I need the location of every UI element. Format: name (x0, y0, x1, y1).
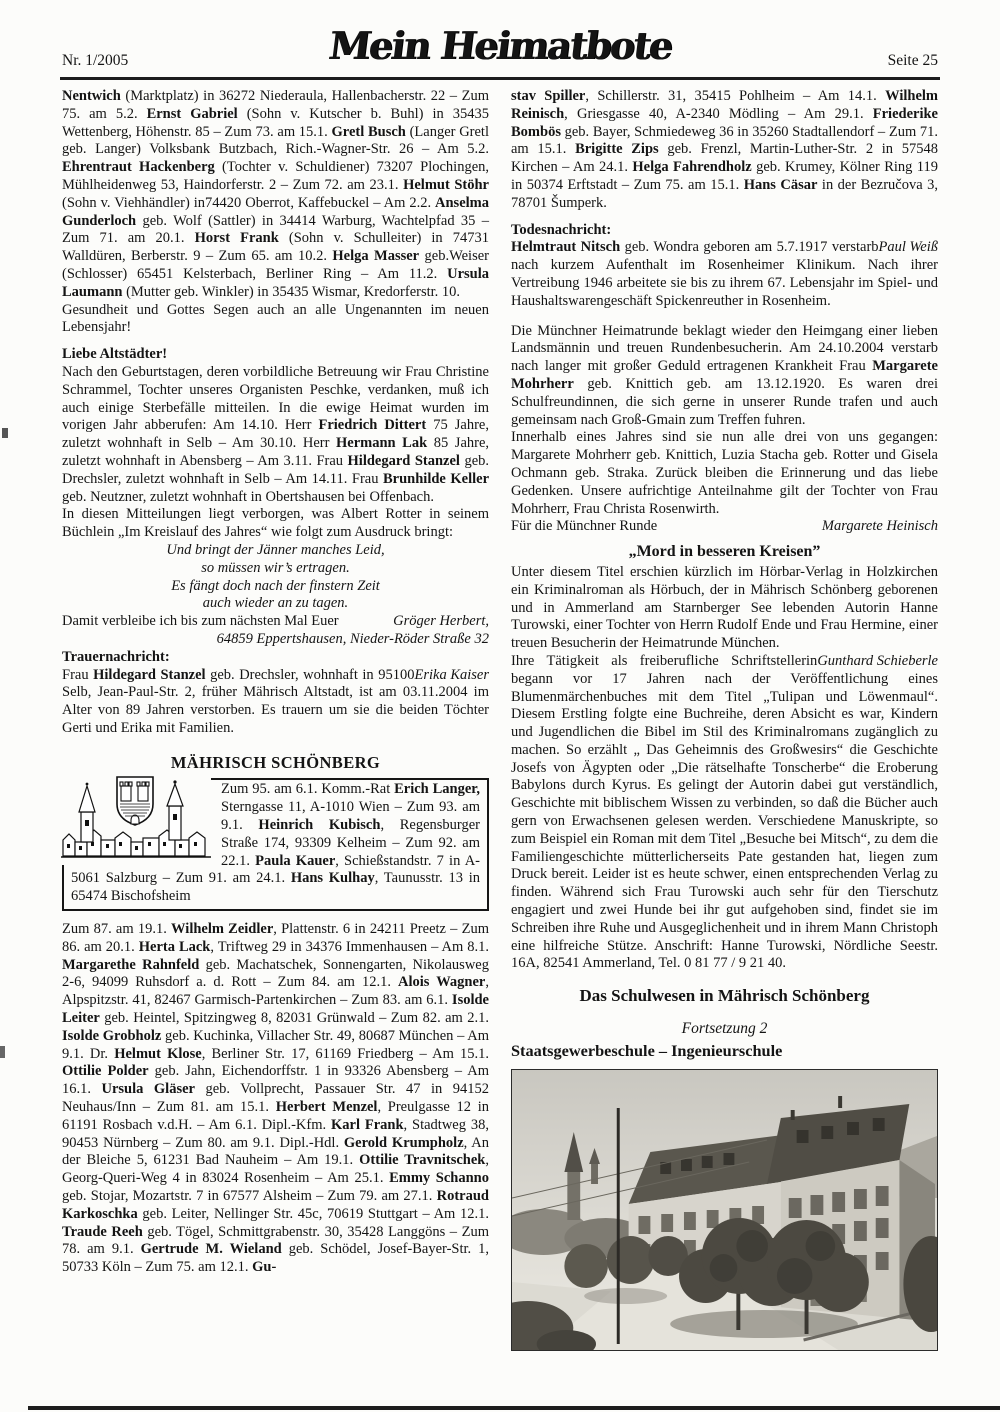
scan-speck (2, 428, 8, 438)
signature-groeger-herbert: Gröger Herbert, (393, 613, 489, 630)
birthdays-continued-paragraph-2: stav Spiller, Schillerstr. 31, 35415 Pohlheim – Am 14.1. Wilhelm Reinisch, Griesgasse 40, A-2340 Mödling – Am 29.1. Friederike Bombös geb. Bayer, Schmiedeweg 36 in 35260 Stadtallendorf – Zum 71. am 15.1. Brigitte Zips geb. Frenzl, Martin-Luther-Str. 2 in 57548 Kirchen – Am 24.1. Helga Fahrendholz geb. Krumey, Kölner Ring 119 in 50374 Erftstadt – Zum 75. am 15.1. Hans Cäsar in der Bezručova 3, 78701 Šumperk. (511, 88, 938, 211)
scan-speck (0, 1046, 5, 1058)
heading-staatsgewerbeschule: Staatsgewerbeschule – Ingenieurschule (511, 1041, 783, 1061)
poem-line: so müssen wir’s ertragen. (201, 559, 350, 576)
left-column (62, 88, 489, 1277)
issue-number: Nr. 1/2005 (62, 52, 129, 69)
hoerbuch-paragraph: Unter diesem Titel erschien kürzlich im Hörbar-Verlag in Holzkirchen ein Kriminalroman als Hörbuch, der in Mährisch Schönberg geborenen und in Ammerland am Starnberger See lebenden Autorin Hanne Turowski, einer Tochter von Herrn Rudolf Ende und Frau Hermine, einer treuen Besucherin der Heimatrunde München. (511, 563, 938, 652)
fuer-runde-text: Für die Münchner Runde (511, 518, 658, 535)
birthdays-continued-paragraph: Nentwich (Marktplatz) in 36272 Niederaula, Hallenbacherstr. 22 – Zum 75. am 5.2. Ernst Gabriel (Sohn v. Kutscher b. Buhl) in 35435 Wettenberg, Höhenstr. 85 – Zum 73. am 15.1. Gretl Busch (Langer Gretl geb. Langer) Volksbank Butzbach, Rich.-Wagner-Str. 26 – Am 5.2. Ehrentraut Hackenberg (Tochter v. Schuldiener) 73207 Plochingen, Mühlheidenweg 53, Haindorferstr. 2 – Zum 72. am 23.1. Helmut Stöhr (Sohn v. Viehhändler) in74420 Oberrot, Kaffebuckel – Am 2.2. Anselma Gunderloch geb. Wolf (Sattler) in 34414 Warburg, Wachtelpfad 35 – Zum 71. am 20.1. Horst Frank (Sohn v. Schulleiter) in 74731 Walldüren, Berberstr. 9 – Zum 65. am 10.2. Helga Masser geb.Weiser (Schlosser) 65451 Kelsterbach, Berliner Ring – Am 11.2. Ursula Laumann (Mutter geb. Winkler) in 35435 Wismar, Kredorferstr. 10. (62, 88, 490, 300)
heading-todesnachricht: Todesnachricht: (511, 221, 612, 238)
heading-mord-in-besseren-kreisen: „Mord in besseren Kreisen” (628, 543, 821, 561)
poem-line: auch wieder an zu tagen. (202, 595, 349, 612)
right-column (511, 88, 938, 1351)
trauernachricht-text: Frau Hildegard Stanzel geb. Drechsler, wohnhaft in 95100 Selb, Jean-Paul-Str. 2, früher Mährisch Altstadt, ist am 03.11.2004 im Alter von 89 Jahren verstorben. Es trauern um sie die beiden Töchter Gerti und Erika mit Familien. (62, 666, 489, 736)
heimatrunde-obituary-paragraph-2: Innerhalb eines Jahres sind sie nun alle drei von uns gegangen: Margarete Mohrherr geb. Knittich, Luzia Stacha geb. Rotter und Gisela Ochmann geb. Straka. Zurück bleiben die Erinnerung und das liebe Gedenken. Unsere aufrichtige Anteilnahme gilt der Tochter von Frau Mohrherr, Frau Christa Rosenwirth. (511, 429, 938, 517)
todesnachricht-paragraph (511, 239, 938, 310)
school-building-photo (511, 1069, 938, 1351)
heading-trauernachricht: Trauernachricht: (62, 648, 170, 665)
turowski-paragraph (511, 653, 938, 973)
poem (62, 542, 489, 613)
heimatrunde-obituary-paragraph: Die Münchner Heimatrunde beklagt wieder den Heimgang einer lieben Landsmännin und treuen Rundenbesucherin. Am 24.10.2004 verstarb nach langer mit großer Geduld ertragenen Krankheit Frau Margarete Mohrherr geb. Knittich geb. am 13.12.1920. Es waren drei Schulfreundinnen, die sich gerne in unserer Runde trafen und auch gemeinsam nach Groß-Gmain zum Treffen fuhren. (511, 322, 938, 428)
trauernachricht-paragraph (62, 667, 489, 738)
heading-schulwesen: Das Schulwesen in Mährisch Schönberg (579, 986, 870, 1006)
closing-line (62, 613, 489, 631)
closing-text: Damit verbleibe ich bis zum nächsten Mal Euer (62, 613, 339, 630)
turowski-text: Ihre Tätigkeit als freiberufliche Schriftstellerin begann vor 17 Jahren nach der Veröffentlichung eines Blumenmärchenbuches mit dem Titel „Tulipan und Löwenmaul“. Diesem Erstling folgte eine Buchreihe, deren Absicht es war, Kindern und Jugendlichen die Bibel im Stil des Kriminalromans zugänglich zu machen. So erzählt „ Das Geheimnis des Großwesirs“ die Geschichte Josefs von Ägypten oder „Die rätselhafte Tonscherbe“ die Eroberung Babylons durch Kyrus. Es gelingt der Autorin dabei gut verständlich, Geschichte mit biblischem Wissen zu verbinden, so daß die Bücher auch gern von Erwachsenen gelesen werden. Verschiedene Manuskripte, so zum Beispiel ein Roman mit dem Titel „Besuche bei Mitsch“, zu dem die Familiengeschichte mütterlicherseits Pate gestanden hat, liegen zum Druck bereit. Leider ist es heute schwer, einen entsprechenden Verlag zu finden. Während sich Frau Turowski auch sehr für den Tierschutz engagiert und zwei Hunde bei ihr gut aufgehoben sind, findet sie im Schreiben ihre Ruhe und Ausgeglichenheit und in ihrem Mann Christoph eine hilfreiche Stütze. Anschrift: Hanne Turowski, Nördliche Seestr. 16A, 82541 Ammerland, Tel. 0 81 77 / 9 21 40. (511, 652, 938, 972)
town-skyline-svg (61, 774, 211, 866)
signature-paul-weiss: Paul Weiß (878, 239, 938, 256)
poem-line: Und bringt der Jänner manches Leid, (166, 541, 385, 558)
birthdays-paragraph: Zum 87. am 19.1. Wilhelm Zeidler, Plattenstr. 6 in 24211 Preetz – Zum 86. am 20.1. Herta Lack, Triftweg 29 in 34376 Immenhausen – Am 8.1. Margarethe Rahnfeld geb. Machatschek, Sonnengarten, Nikolausweg 2-6, 94099 Ruhsdorf a. d. Rott – Zum 84. am 12.1. Alois Wagner, Alpspitzstr. 41, 82467 Garmisch-Partenkirchen – Zum 83. am 6.1. Isolde Leiter geb. Heintel, Spitzingweg 8, 82031 Grünwald – Zum 82. am 2.1. Isolde Grobholz geb. Kuchinka, Villacher Str. 49, 80687 München – Am 9.1. Dr. Helmut Klose, Berliner Str. 17, 61169 Friedberg – Am 15.1. Ottilie Polder geb. Jahn, Eichendorffstr. 1 in 93326 Abensberg – Am 16.1. Ursula Gläser geb. Vollprecht, Passauer Str. 47 in 94152 Neuhaus/Inn – Zum 81. am 15.1. Herbert Menzel, Preulgasse 12 in 61191 Rosbach v.d.H. – Am 6.1. Dipl.-Kfm. Karl Frank, Stadtweg 38, 90453 Nürnberg – Zum 80. am 9.1. Dipl.-Hdl. Gerold Krumpholz, An der Bleiche 5, 61231 Bad Nauheim – Am 19.1. Ottilie Travnitschek, Georg-Queri-Weg 4 in 83024 Rosenheim – Am 25.1. Emmy Schanno geb. Stojar, Mozartstr. 7 in 67577 Alsheim – Zum 79. am 27.1. Rotraud Karkoschka geb. Leiter, Nellinger Str. 45c, 70619 Stuttgart – Am 12.1. Traude Reeh geb. Tögel, Schmittgrabenstr. 30, 35428 Langgöns – Zum 78. am 9.1. Gertrude M. Wieland geb. Schödel, Josef-Bayer-Str. 1, 50733 Köln – Zum 75. am 12.1. Gu- (62, 921, 490, 1276)
scan-edge-artifact (28, 1406, 1000, 1410)
signature-gunthard-schieberle: Gunthard Schieberle (817, 652, 938, 669)
signature-erika-kaiser: Erika Kaiser (414, 666, 489, 683)
birthday-box-text: Zum 95. am 6.1. Komm.-Rat Erich Langer, Sterngasse 11, A-1010 Wien – Zum 93. am 9.1. Heinrich Kubisch, Regensburger Straße 174, 93309 Kelheim – Zum 92. am 22.1. Paula Kauer, Schießstandstr. 7 in A-5061 Salzburg – Zum 91. am 24.1. Hans Kulhay, Taunusstr. 13 in 65474 Bischofsheim (71, 781, 481, 905)
blessing-paragraph: Gesundheit und Gottes Segen auch an alle Ungenannten im neuen Lebensjahr! (62, 301, 489, 336)
header-rule (60, 77, 940, 80)
signature-address: 64859 Eppertshausen, Nieder-Röder Straße 32 (216, 630, 489, 647)
school-building-photo-svg (512, 1070, 937, 1350)
todesnachricht-text: Helmtraut Nitsch geb. Wondra geboren am 5.7.1917 verstarb nach kurzem Aufenthalt im Rosenheimer Klinikum. Nach ihrer Vertreibung 1946 arbeitete sie bis zu ihrem 67. Lebensjahr im Spiel- und Haushaltswarengeschäft Spickenreuther in Rosenheim. (511, 239, 938, 309)
rotter-quote-intro: In diesen Mitteilungen liegt verborgen, was Albert Rotter in seinem Büchlein „Im Kreislauf des Jahres“ wie folgt zum Ausdruck bringt: (62, 506, 489, 541)
masthead-logo: Mein Heimatbote (326, 23, 674, 68)
poem-line: Es fängt doch nach der finstern Zeit (171, 577, 380, 594)
heading-fortsetzung: Fortsetzung 2 (681, 1020, 768, 1038)
fuer-runde-line (511, 518, 938, 536)
town-skyline-drawing (61, 777, 211, 865)
page-number: Seite 25 (887, 52, 938, 69)
heading-maehrisch-schoenberg: MÄHRISCH SCHÖNBERG (170, 752, 381, 772)
heading-liebe-altstaedter: Liebe Altstädter! (62, 346, 168, 363)
obituary-intro-paragraph: Nach den Geburtstagen, deren vorbildliche Betreuung wir Frau Christine Schrammel, Tochter unseres Organisten Peschke, verdanken, muß ich auch einige Sterbefälle mitteilen. In die ewige Heimat wurden im vorigen Jahr abberufen: Am 14.10. Herr Friedrich Dittert 75 Jahre, zuletzt wohnhaft in Selb – Am 30.10. Herr Hermann Lak 85 Jahre, zuletzt wohnhaft in Abensberg – Am 3.11. Frau Hildegard Stanzel geb. Drechsler, zuletzt wohnhaft in Selb – Am 14.11. Frau Brunhilde Keller geb. Neutzner, zuletzt wohnhaft in Obertshausen bei Offenbach. (62, 363, 490, 505)
birthday-box (62, 778, 489, 911)
signature-margarete-heinisch: Margarete Heinisch (821, 518, 938, 535)
